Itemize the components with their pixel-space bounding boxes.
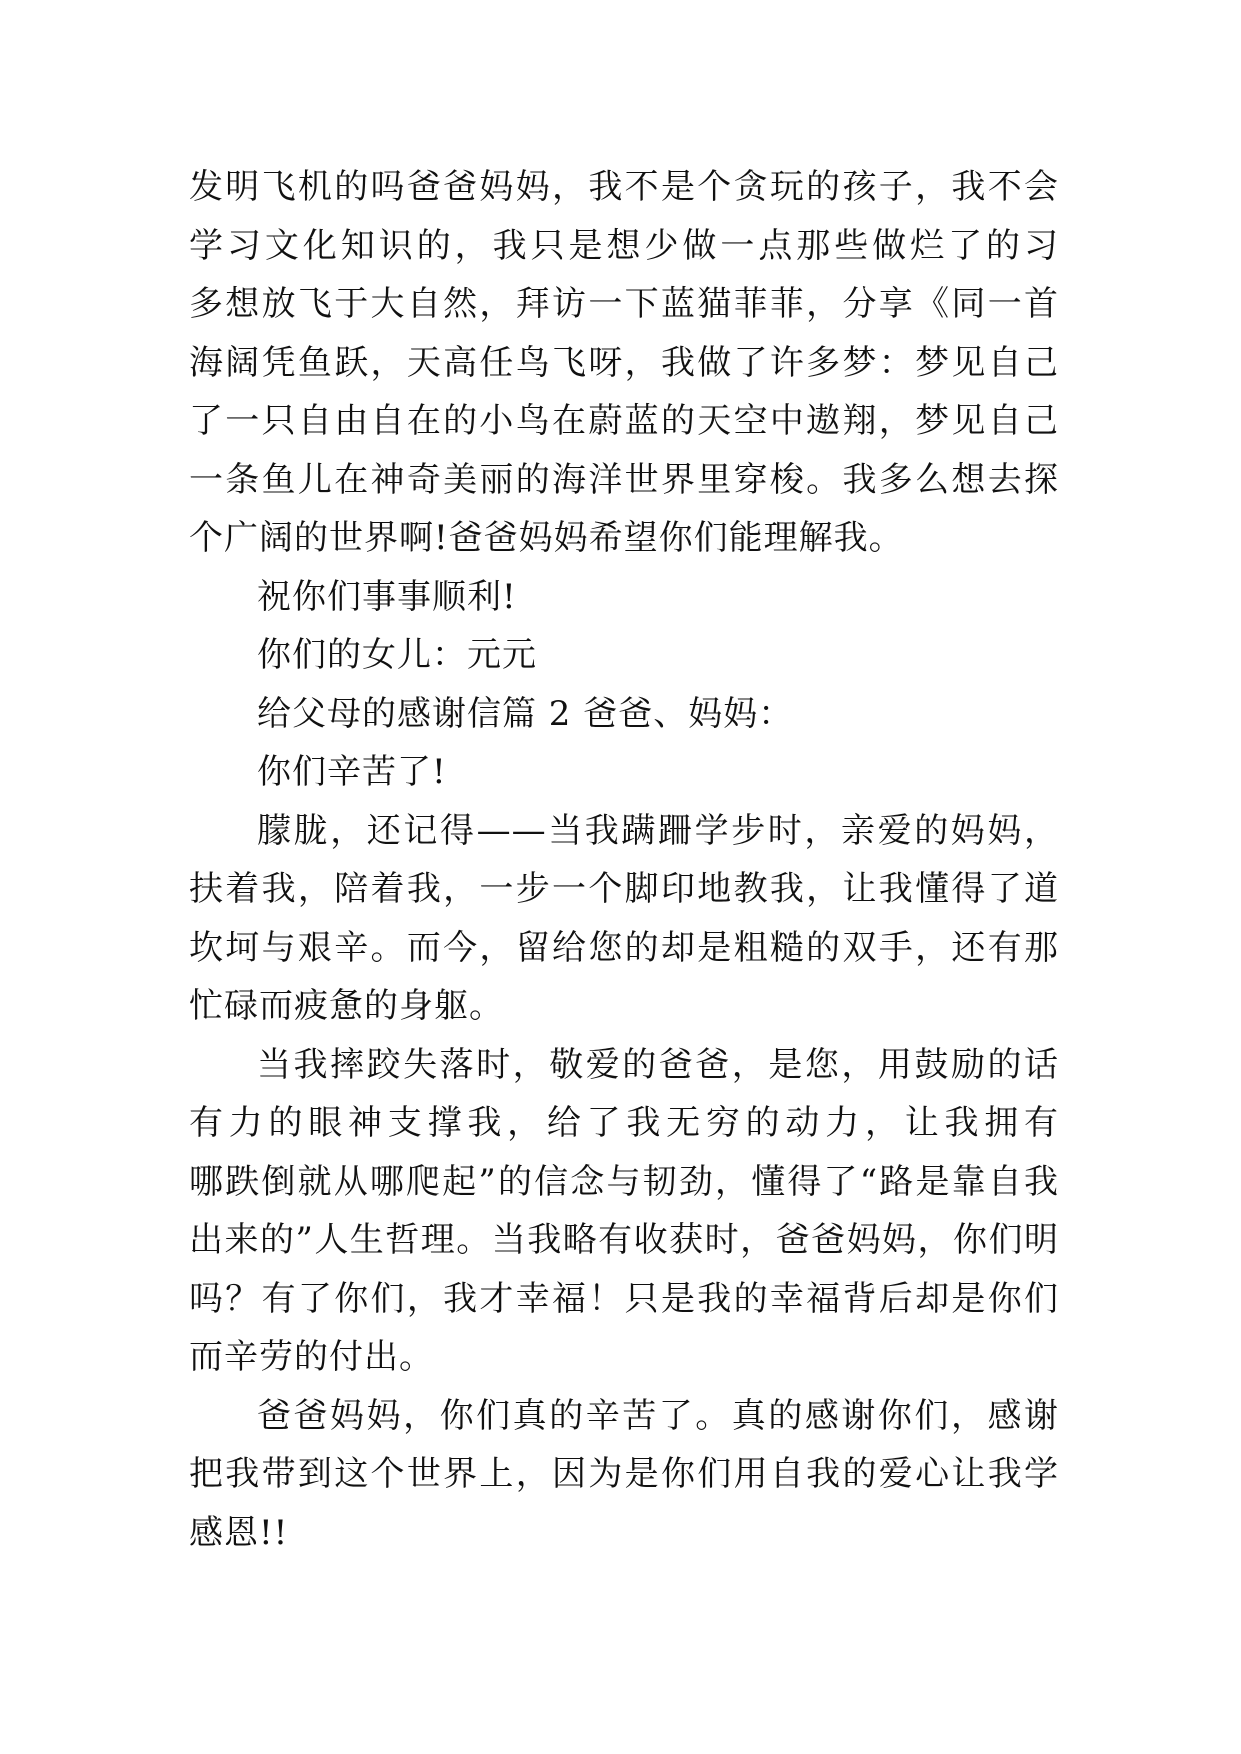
text-line: 朦胧，还记得——当我蹒跚学步时，亲爱的妈妈， (257, 810, 1059, 851)
text-line: 多想放飞于大自然，拜访一下蓝猫菲菲，分享《同一首 (189, 284, 1059, 324)
text-line: 哪跌倒就从哪爬起”的信念与韧劲，懂得了“路是靠自我 (189, 1161, 1059, 1202)
text-line: 个广阔的世界啊!爸爸妈妈希望你们能理解我。 (189, 518, 904, 558)
text-line: 坎坷与艰辛。而今，留给您的却是粗糙的双手，还有那 (189, 927, 1059, 968)
text-line: 你们的女儿：元元 (257, 635, 537, 675)
text-line: 你们辛苦了! (257, 752, 447, 792)
text-line: 把我带到这个世界上，因为是你们用自我的爱心让我学 (189, 1454, 1059, 1494)
text-line: 出来的”人生哲理。当我略有收获时，爸爸妈妈，你们明 (189, 1220, 1059, 1260)
text-line: 发明飞机的吗爸爸妈妈，我不是个贪玩的孩子，我不会 (189, 167, 1059, 207)
text-line: 忙碌而疲惫的身躯。 (189, 986, 504, 1026)
text-line: 感恩!! (189, 1512, 289, 1553)
text-line: 给父母的感谢信篇 2 爸爸、妈妈： (257, 693, 794, 734)
text-line: 当我摔跤失落时，敬爱的爸爸，是您，用鼓励的话 (257, 1044, 1059, 1085)
text-line: 学习文化知识的，我只是想少做一点那些做烂了的习 (189, 225, 1059, 266)
text-line: 而辛劳的付出。 (189, 1337, 434, 1377)
text-line: 有力的眼神支撑我，给了我无穷的动力，让我拥有 (189, 1103, 1059, 1143)
text-line: 爸爸妈妈，你们真的辛苦了。真的感谢你们，感谢 (257, 1395, 1059, 1436)
text-line: 吗？有了你们，我才幸福！只是我的幸福背后却是你们 (189, 1278, 1059, 1319)
text-line: 扶着我，陪着我，一步一个脚印地教我，让我懂得了道 (189, 869, 1059, 909)
text-line: 祝你们事事顺利! (257, 576, 517, 617)
text-line: 了一只自由自在的小鸟在蔚蓝的天空中遨翔，梦见自己 (189, 401, 1059, 441)
text-line: 一条鱼儿在神奇美丽的海洋世界里穿梭。我多么想去探 (189, 459, 1059, 500)
letter-body (189, 158, 1059, 1562)
text-line: 海阔凭鱼跃，天高任鸟飞呀，我做了许多梦：梦见自己 (189, 342, 1059, 383)
